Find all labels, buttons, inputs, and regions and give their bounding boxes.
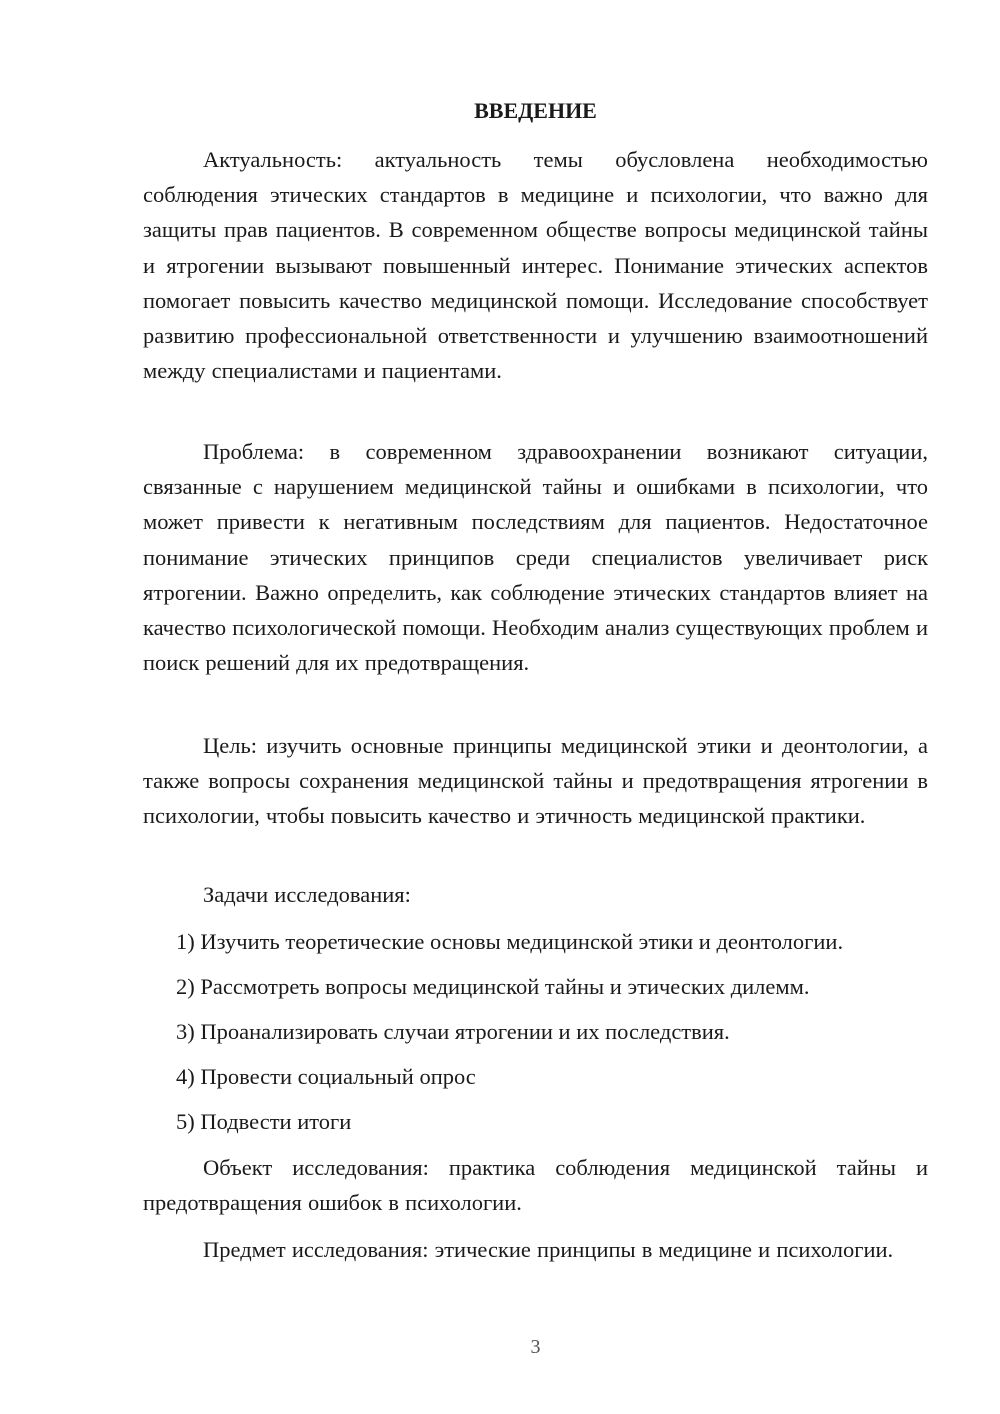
tasks-heading: Задачи исследования:: [203, 882, 411, 907]
document-page: [143, 0, 928, 1414]
task-item: 5) Подвести итоги: [176, 1109, 352, 1134]
paragraph-object: Объект исследования: практика соблюдения медицинской тайны и предотвращения ошибок в психологии.: [143, 1155, 928, 1216]
task-item: 2) Рассмотреть вопросы медицинской тайны и этических дилемм.: [176, 974, 810, 999]
paragraph-subject: Предмет исследования: этические принципы в медицине и психологии.: [203, 1237, 894, 1262]
paragraph-relevance: Актуальность: актуальность темы обусловлена необходимостью соблюдения этических стандартов в медицине и психологии, что важно для защиты прав пациентов. В современном обществе вопросы медицинской тайны и ятрогении вызывают повышенный интерес. Понимание этических аспектов помогает повысить качество медицинской помощи. Исследование способствует развитию профессиональной ответственности и улучшению взаимоотношений между специалистами и пациентами.: [143, 147, 928, 384]
task-item: 4) Провести социальный опрос: [176, 1064, 476, 1089]
page-number: 3: [530, 1336, 541, 1358]
paragraph-goal: Цель: изучить основные принципы медицинской этики и деонтологии, а также вопросы сохранения медицинской тайны и предотвращения ятрогении в психологии, чтобы повысить качество и этичность медицинской практики.: [143, 733, 928, 829]
section-title: ВВЕДЕНИЕ: [474, 98, 597, 123]
paragraph-problem: Проблема: в современном здравоохранении возникают ситуации, связанные с нарушением медицинской тайны и ошибками в психологии, что может привести к негативным последствиям для пациентов. Недостаточное понимание этических принципов среди специалистов увеличивает риск ятрогении. Важно определить, как соблюдение этических стандартов влияет на качество психологической помощи. Необходим анализ существующих проблем и поиск решений для их предотвращения.: [143, 439, 928, 676]
task-item: 3) Проанализировать случаи ятрогении и их последствия.: [176, 1019, 730, 1044]
task-item: 1) Изучить теоретические основы медицинской этики и деонтологии.: [176, 929, 844, 954]
